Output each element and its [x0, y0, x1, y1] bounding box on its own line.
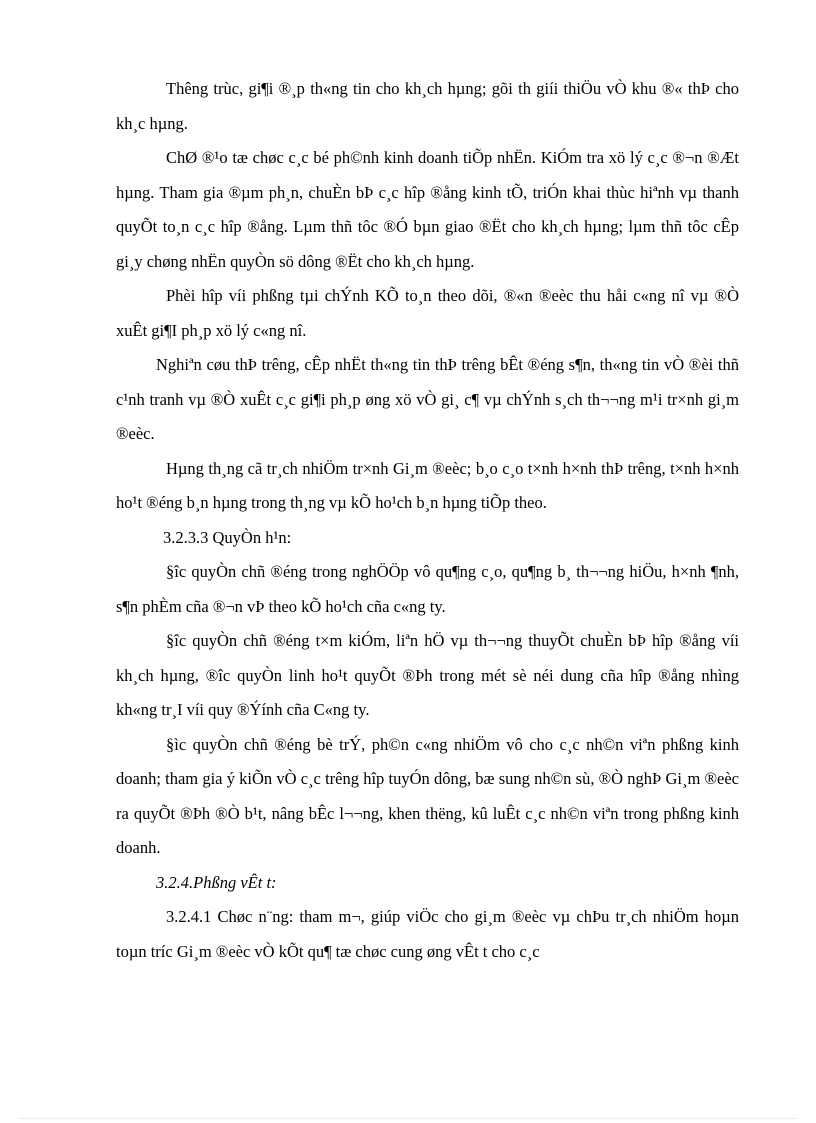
paragraph-7: §îc quyÒn chñ ®éng t×m kiÓm, liªn hÖ vµ th¬¬ng thuyÕt chuÈn bÞ hîp ®ång víi kh¸ch hµng, ®îc quyÒn linh ho¹t quyÕt ®Þh trong mét sè néi dung cña hîp ®ång nhìng kh«ng tr¸I víi quy ®Ýính cña C«ng ty.	[116, 631, 739, 719]
paragraph-8: §ìc quyÒn chñ ®éng bè trÝ, ph©n c«ng nhiÖm vô cho c¸c nh©n viªn phßng kinh doanh; tham gia ý kiÕn vÒ c¸c trêng hîp tuyÓn dông, bæ sung nh©n sù, ®Ò nghÞ Gi¸m ®eèc ra quyÕt ®Þh ®Ò b¹t, nâng bÊc l¬¬ng, khen thëng, kû luÊt c¸c nh©n viªn trong phßng kinh doanh.	[116, 734, 739, 857]
section-heading-3-2-4: 3.2.4.Phßng vÊt t:	[156, 872, 277, 892]
paragraph-6: §îc quyÒn chñ ®éng trong nghÖÖp vô qu¶ng c¸o, qu¶ng b¸ th¬¬ng hiÖu, h×nh ¶nh, s¶n phÈm cña ®¬n vÞ theo kÕ ho¹ch cña c«ng ty.	[116, 562, 739, 616]
paragraph-9: 3.2.4.1 Chøc n¨ng: tham m¬, giúp viÖc cho gi¸m ®eèc vµ chÞu tr¸ch nhiÖm hoµn toµn tríc Gi¸m ®eèc vÒ kÕt qu¶ tæ chøc cung øng vÊt t cho c¸c	[116, 907, 739, 961]
paragraph-4: Nghiªn cøu thÞ trêng, cÊp nhËt th«ng tin thÞ trêng bÊt ®éng s¶n, th«ng tin vÒ ®èi thñ c¹nh tranh vµ ®Ò xuÊt c¸c gi¶i ph¸p øng xö vÒ gi¸ c¶ vµ chÝnh s¸ch th¬¬ng m¹i tr×nh gi¸m ®eèc.	[116, 355, 739, 443]
paragraph-3: Phèi hîp víi phßng tµi chÝnh KÕ to¸n theo dõi, ®«n ®eèc thu håi c«ng nî vµ ®Ò xuÊt gi¶I ph¸p xö lý c«ng nî.	[116, 286, 739, 340]
document-page	[116, 72, 739, 969]
section-heading-3-2-3-3: 3.2.3.3 QuyÒn h¹n:	[163, 527, 292, 547]
page-bottom-divider	[20, 1118, 796, 1119]
paragraph-1: Thêng trùc, gi¶i ®¸p th«ng tin cho kh¸ch hµng; gõi th giíi thiÖu vÒ khu ®« thÞ cho kh¸c hµng.	[116, 79, 739, 133]
paragraph-5: Hµng th¸ng cã tr¸ch nhiÖm tr×nh Gi¸m ®eèc; b¸o c¸o t×nh h×nh thÞ trêng, t×nh h×nh ho¹t ®éng b¸n hµng trong th¸ng vµ kÕ ho¹ch b¸n hµng tiÕp theo.	[116, 458, 739, 512]
paragraph-2: ChØ ®¹o tæ chøc c¸c bé ph©nh kinh doanh tiÕp nhËn. KiÓm tra xö lý c¸c ®¬n ®Æt hµng. Tham gia ®µm ph¸n, chuÈn bÞ c¸c hîp ®ång kinh tÕ, triÓn khai thùc hiªnh vµ thanh quyÕt to¸n c¸c hîp ®ång. Lµm thñ tôc ®Ó bµn giao ®Ët cho kh¸ch hµng; lµm thñ tôc cÊp gi¸y chøng nhËn quyÒn sö dông ®Ët cho kh¸ch hµng.	[116, 148, 739, 271]
